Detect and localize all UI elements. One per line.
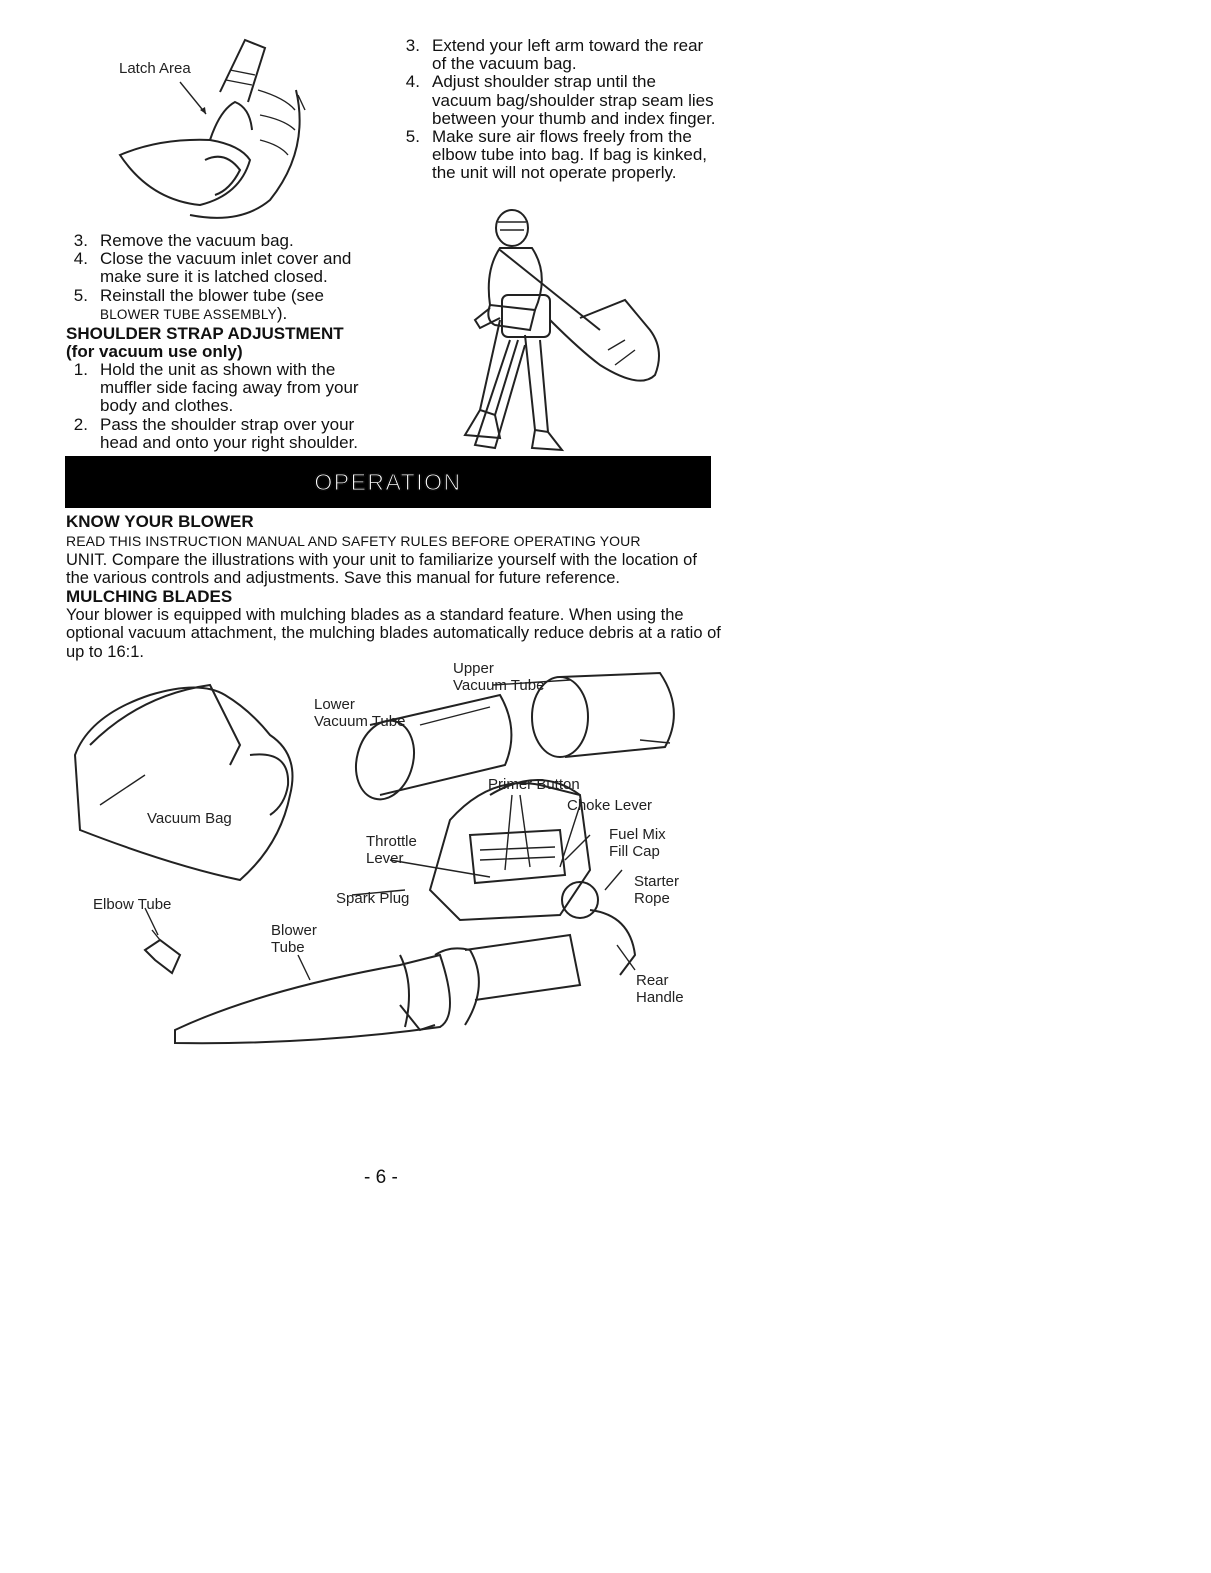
list-item: 3 . Extend your left arm toward the rear of the vacuum bag. <box>398 37 718 73</box>
list-item: 2 . Pass the shoulder strap over your head and onto your right shoulder. <box>66 416 386 452</box>
latch-pointer-icon <box>178 80 218 120</box>
know-your-blower-body: UNIT. Compare the illustrations with your unit to familiarize yourself with the location of the various controls and adjustments. Save this manual for future reference. <box>66 551 697 588</box>
list-item: 4 . Adjust shoulder strap until the vacuum bag/shoulder strap seam lies between your thumb and index finger. <box>398 73 718 128</box>
know-your-blower-heading: KNOW YOUR BLOWER <box>66 512 254 531</box>
shoulder-strap-heading: SHOULDER STRAP ADJUSTMENT (for vacuum use only) <box>66 324 344 361</box>
section-title: OPERATION <box>314 468 462 495</box>
list-item: 3 . Remove the vacuum bag. <box>66 232 386 250</box>
latch-area-label: Latch Area <box>119 60 191 77</box>
left-steps-list <box>66 232 386 324</box>
spark-plug-label: Spark Plug <box>336 890 410 907</box>
choke-lever-label: Choke Lever <box>567 797 653 814</box>
list-item: 4 . Close the vacuum inlet cover and make sure it is latched closed. <box>66 250 386 286</box>
list-item: 1 . Hold the unit as shown with the muffler side facing away from your body and clothes. <box>66 361 386 416</box>
operation-banner <box>65 456 711 508</box>
rear-handle-label: Rear Handle <box>636 972 684 1006</box>
blower-tube-label: Blower Tube <box>271 922 317 956</box>
vacuum-bag-label: Vacuum Bag <box>147 810 232 827</box>
primer-button-label: Primer Button <box>488 776 580 793</box>
operator-with-vacuum-illustration <box>440 200 680 455</box>
page-number: - 6 - <box>364 1167 398 1188</box>
starter-rope-label: Starter Rope <box>634 873 680 907</box>
list-item: 5 . Make sure air flows freely from the elbow tube into bag. If bag is kinked, the unit will not operate properly. <box>398 128 718 183</box>
shoulder-strap-steps-list <box>66 361 386 452</box>
upper-vacuum-tube-label: Upper Vacuum Tube <box>453 660 545 694</box>
right-steps-list <box>398 37 718 183</box>
lower-vacuum-tube-label: Lower Vacuum Tube <box>314 696 406 730</box>
throttle-lever-label: Throttle Lever <box>366 833 417 867</box>
mulching-blades-heading: MULCHING BLADES <box>66 586 233 606</box>
know-your-blower-section <box>66 513 726 661</box>
know-your-blower-caps: READ THIS INSTRUCTION MANUAL AND SAFETY RULES BEFORE OPERATING YOUR <box>66 533 641 549</box>
fuel-mix-fill-cap-label: Fuel Mix Fill Cap <box>609 826 666 860</box>
elbow-tube-label: Elbow Tube <box>93 896 172 913</box>
list-item: 5 . Reinstall the blower tube (see BLOWER TUBE ASSEMBLY). <box>66 287 386 324</box>
mulching-blades-body: Your blower is equipped with mulching blades as a standard feature. When using the optional vacuum attachment, the mulching blades automatically reduce debris at a ratio of up to 16:1. <box>66 605 721 661</box>
